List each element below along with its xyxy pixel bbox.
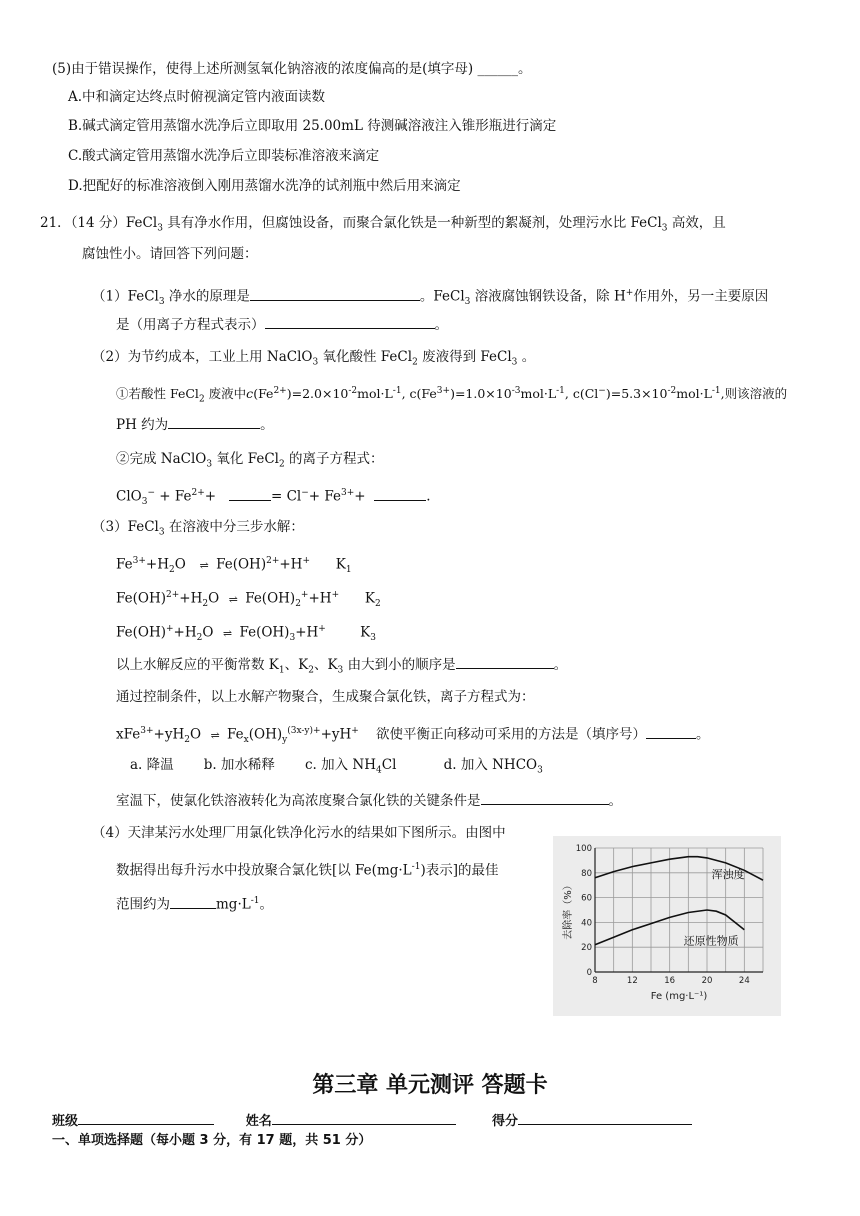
- answer-card-title: 第三章 单元测评 答题卡: [312, 1073, 548, 1098]
- q21-part2-1: ①若酸性 FeCl$_2$ 废液中$c(Fe^{2+})=2.0\times 10^{-2}mol\cdot L^{-1}$, $c(Fe^{3+})=1.0\times 10^{-3}mol\cdot L^{-1}$, $c(Cl^-)=5.3\times 10^{-2}mol\cdot L^{-1}$,则该溶液的: [116, 386, 788, 405]
- score-field[interactable]: [518, 1110, 692, 1125]
- name-field[interactable]: [272, 1110, 456, 1125]
- y-tick-label: 0: [586, 968, 592, 978]
- choice-b: b. 加水稀释: [203, 757, 275, 773]
- answer-blank[interactable]: [170, 894, 216, 909]
- choice-a: a. 降温: [130, 757, 174, 773]
- x-tick-label: 24: [738, 976, 750, 986]
- class-field[interactable]: [78, 1110, 214, 1125]
- answer-card-fields: [52, 1110, 692, 1131]
- q21-part4-line1: （4）天津某污水处理厂用氯化铁净化污水的结果如下图所示。由图中: [92, 825, 506, 841]
- q21-part1-line2: 是（用离子方程式表示） 。: [116, 314, 448, 334]
- name-label: 姓名: [245, 1114, 272, 1129]
- answer-blank[interactable]: [250, 286, 420, 301]
- hydrolysis-step1: $Fe^{3+}+H_2O$ ⇌ Fe(OH)$^{2+}$+H+ $K_1$: [116, 556, 352, 576]
- x-axis-label: Fe (mg·L⁻¹): [650, 991, 708, 1002]
- q21-choices: [130, 756, 543, 780]
- answer-blank[interactable]: [265, 314, 435, 329]
- q20-5-option-a: A.中和滴定达终点时俯视滴定管内液面读数: [68, 89, 326, 105]
- q20-5-stem: (5)由于错误操作，使得上述所测氢氧化钠溶液的浓度偏高的是(填字母) ______。: [52, 61, 532, 77]
- y-tick-label: 40: [581, 918, 592, 929]
- series-label: 还原性物质: [683, 934, 739, 948]
- q21-part1: （1）FeCl$_3$ 净水的原理是 。FeCl$_3$ 溶液腐蚀钢铁设备，除 H+作用外，另一主要原因: [92, 284, 768, 311]
- q21-polymer-intro: 通过控制条件，以上水解产物聚合，生成聚合氯化铁，离子方程式为：: [116, 689, 535, 705]
- removal-rate-chart: [553, 836, 781, 1016]
- x-tick-label: 8: [592, 976, 598, 986]
- series-label: 浑浊度: [711, 867, 745, 881]
- hydrolysis-step2: $Fe(OH)^{2+}+H_2O$ ⇌ $Fe(OH)_2^++H^+$ $K_2$: [116, 590, 381, 610]
- hydrolysis-step3: $Fe(OH)^++H_2O$ ⇌ $Fe(OH)_3+H^+$ $K_3$: [116, 624, 376, 644]
- q21-intro: 21．（14 分）FeCl$_3$ 具有净水作用，但腐蚀设备，而聚合氯化铁是一种新型的絮凝剂，处理污水比 FeCl$_3$ 高效，且: [40, 215, 726, 234]
- q21-points: （14 分）: [70, 215, 126, 231]
- y-tick-label: 20: [581, 943, 592, 954]
- q21-intro-text-end: 高效，且: [671, 215, 726, 231]
- choice-c: c. 加入 $NH_4Cl$: [304, 757, 397, 776]
- q21-room-temp: 室温下，使氯化铁溶液转化为高浓度聚合氯化铁的关键条件是 。: [116, 790, 622, 810]
- y-tick-label: 60: [581, 893, 592, 904]
- q20-5-option-b: B.碱式滴定管用蒸馏水洗净后立即取用 25.00mL 待测碱溶液注入锥形瓶进行滴定: [68, 118, 557, 134]
- q20-5-option-c: C.酸式滴定管用蒸馏水洗净后立即装标准溶液来滴定: [68, 148, 380, 164]
- answer-blank[interactable]: [456, 654, 554, 669]
- choice-d: d. 加入 $NHCO_3$: [443, 757, 543, 776]
- answer-blank[interactable]: [168, 414, 260, 429]
- q21-part3: （3）FeCl$_3$ 在溶液中分三步水解：: [92, 519, 304, 538]
- q21-part2-1-line2: PH 约为 。: [116, 414, 274, 434]
- class-label: 班级: [52, 1114, 79, 1129]
- answer-blank[interactable]: [374, 486, 426, 501]
- score-label: 得分: [491, 1114, 518, 1129]
- answer-blank[interactable]: [646, 724, 696, 739]
- y-axis-label: 去除率（%）: [563, 880, 574, 940]
- section1-heading: 一、单项选择题（每小题 3 分，有 17 题，共 51 分）: [52, 1133, 372, 1148]
- y-tick-label: 80: [581, 868, 592, 879]
- answer-blank[interactable]: [229, 486, 271, 501]
- q21-part2-2: ②完成 NaClO$_3$ 氧化 FeCl$_2$ 的离子方程式：: [116, 451, 384, 470]
- q20-5-option-d: D.把配好的标准溶液倒入刚用蒸馏水洗净的试剂瓶中然后用来滴定: [68, 178, 461, 194]
- y-tick-label: 100: [575, 844, 592, 854]
- q21-polymer-equation: $xFe^{3+}+yH_2O$ ⇌ $Fe_x(OH)_y^{(3x-y)+}+yH^+$ 欲使平衡正向移动可采用的方法是（填序号） 。: [116, 722, 710, 749]
- q21-part4-line2: 数据得出每升污水中投放聚合氯化铁[以 $Fe(mg\cdot L^{-1})$表示]的最佳: [116, 862, 499, 879]
- x-tick-label: 12: [626, 976, 638, 986]
- x-tick-label: 20: [701, 976, 713, 986]
- q21-ionic-equation: $ClO_3^- + Fe^{2+}+$ = $Cl^-+ Fe^{3+}+$ .: [116, 484, 431, 511]
- q21-part4-line3: 范围约为 $mg\cdot L^{-1}$。: [116, 892, 273, 914]
- answer-blank[interactable]: [481, 790, 609, 805]
- chart-svg: [553, 836, 781, 1016]
- q21-intro-line2: 腐蚀性小。请回答下列问题：: [82, 246, 258, 262]
- q21-constant-order: 以上水解反应的平衡常数 $K_1$、$K_2$、$K_3$ 由大到小的顺序是 。: [116, 654, 567, 680]
- q21-part2: （2）为节约成本，工业上用 NaClO$_3$ 氧化酸性 FeCl$_2$ 废液得到 FeCl$_3$ 。: [92, 349, 536, 368]
- q21-number: 21．: [40, 215, 71, 231]
- x-tick-label: 16: [664, 976, 676, 986]
- q21-intro-text: 具有净水作用，但腐蚀设备，而聚合氯化铁是一种新型的絮凝剂，处理污水比: [167, 215, 627, 231]
